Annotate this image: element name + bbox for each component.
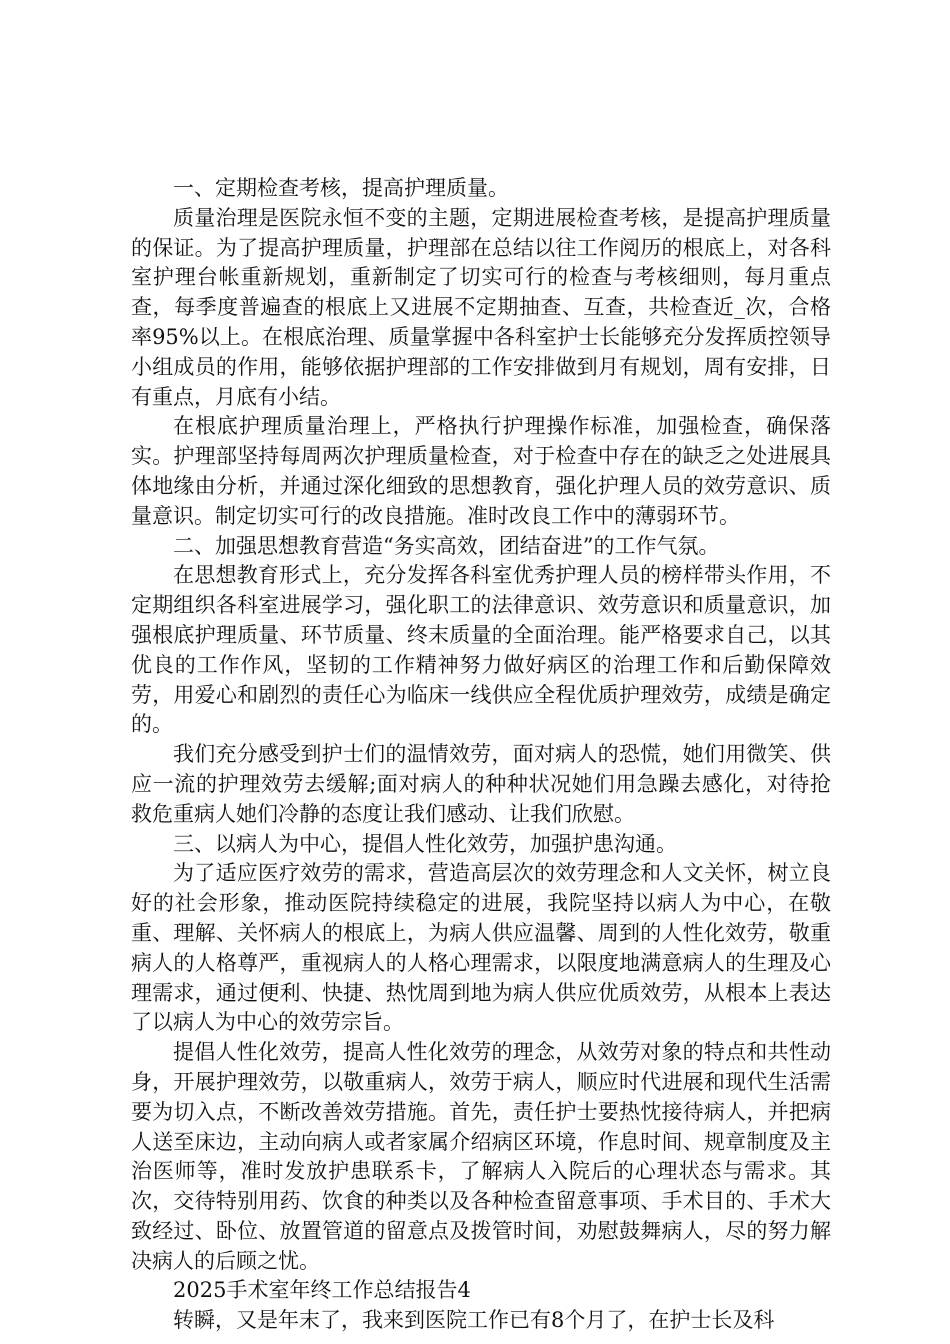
section-heading-1: 一、定期检查考核，提高护理质量。 [173, 176, 509, 200]
section-heading-2: 二、加强思想教育营造“务实高效，团结奋进”的工作气氛。 [173, 533, 720, 558]
paragraph: 为了适应医疗效劳的需求，营造高层次的效劳理念和人文关怀，树立良好的社会形象，推动医院持续稳定的进展，我院坚持以病人为中心，在敬重、理解、关怀病人的根底上，为病人供应温馨、周到的人性化效劳，敬重病人的人格尊严，重视病人的人格心理需求，以限度地满意病人的生理及心理需求，通过便利、快捷、热忱周到地为病人供应优质效劳，从根本上表达了以病人为中心的效劳宗旨。 [131, 861, 831, 1035]
paragraph: 质量治理是医院永恒不变的主题，定期进展检查考核，是提高护理质量的保证。为了提高护理质量，护理部在总结以往工作阅历的根底上，对各科室护理台帐重新规划，重新制定了切实可行的检查与考核细则，每月重点查，每季度普遍查的根底上又进展不定期抽查、互查，共检查近_次，合格率95%以上。在根底治理、质量掌握中各科室护士长能够充分发挥质控领导小组成员的作用，能够依据护理部的工作安排做到月有规划，周有安排，日有重点，月底有小结。 [131, 205, 831, 409]
report-title: 2025手术室年终工作总结报告4 [173, 1278, 471, 1303]
section-heading-3: 三、以病人为中心，提倡人性化效劳，加强护患沟通。 [173, 831, 677, 856]
paragraph: 提倡人性化效劳，提高人性化效劳的理念，从效劳对象的特点和共性动身，开展护理效劳，以敬重病人，效劳于病人，顺应时代进展和现代生活需要为切入点，不断改善效劳措施。首先，责任护士要热忱接待病人，并把病人送至床边，主动向病人或者家属介绍病区环境，作息时间、规章制度及主治医师等，准时发放护患联系卡，了解病人入院后的心理状态与需求。其次，交待特别用药、饮食的种类以及各种检查留意事项、手术目的、手术大致经过、卧位、放置管道的留意点及拨管时间，劝慰鼓舞病人，尽的努力解决病人的后顾之忧。 [131, 1040, 831, 1273]
document-body [131, 174, 831, 1336]
paragraph: 在思想教育形式上，充分发挥各科室优秀护理人员的榜样带头作用，不定期组织各科室进展学习，强化职工的法律意识、效劳意识和质量意识，加强根底护理质量、环节质量、终末质量的全面治理。能严格要求自己，以其优良的工作作风，坚韧的工作精神努力做好病区的治理工作和后勤保障效劳，用爱心和剧烈的责任心为临床一线供应全程优质护理效劳，成绩是确定的。 [131, 563, 831, 737]
paragraph: 在根底护理质量治理上，严格执行护理操作标准，加强检查，确保落实。护理部坚持每周两次护理质量检查，对于检查中存在的缺乏之处进展具体地缘由分析，并通过深化细致的思想教育，强化护理人员的效劳意识、质量意识。制定切实可行的改良措施。准时改良工作中的薄弱环节。 [131, 414, 831, 528]
paragraph: 转瞬，又是年末了，我来到医院工作已有8个月了，在护士长及科 [173, 1308, 775, 1333]
paragraph: 我们充分感受到护士们的温情效劳，面对病人的恐慌，她们用微笑、供应一流的护理效劳去缓解;面对病人的种种状况她们用急躁去感化，对待抢救危重病人她们冷静的态度让我们感动、让我们欣慰。 [131, 742, 831, 826]
